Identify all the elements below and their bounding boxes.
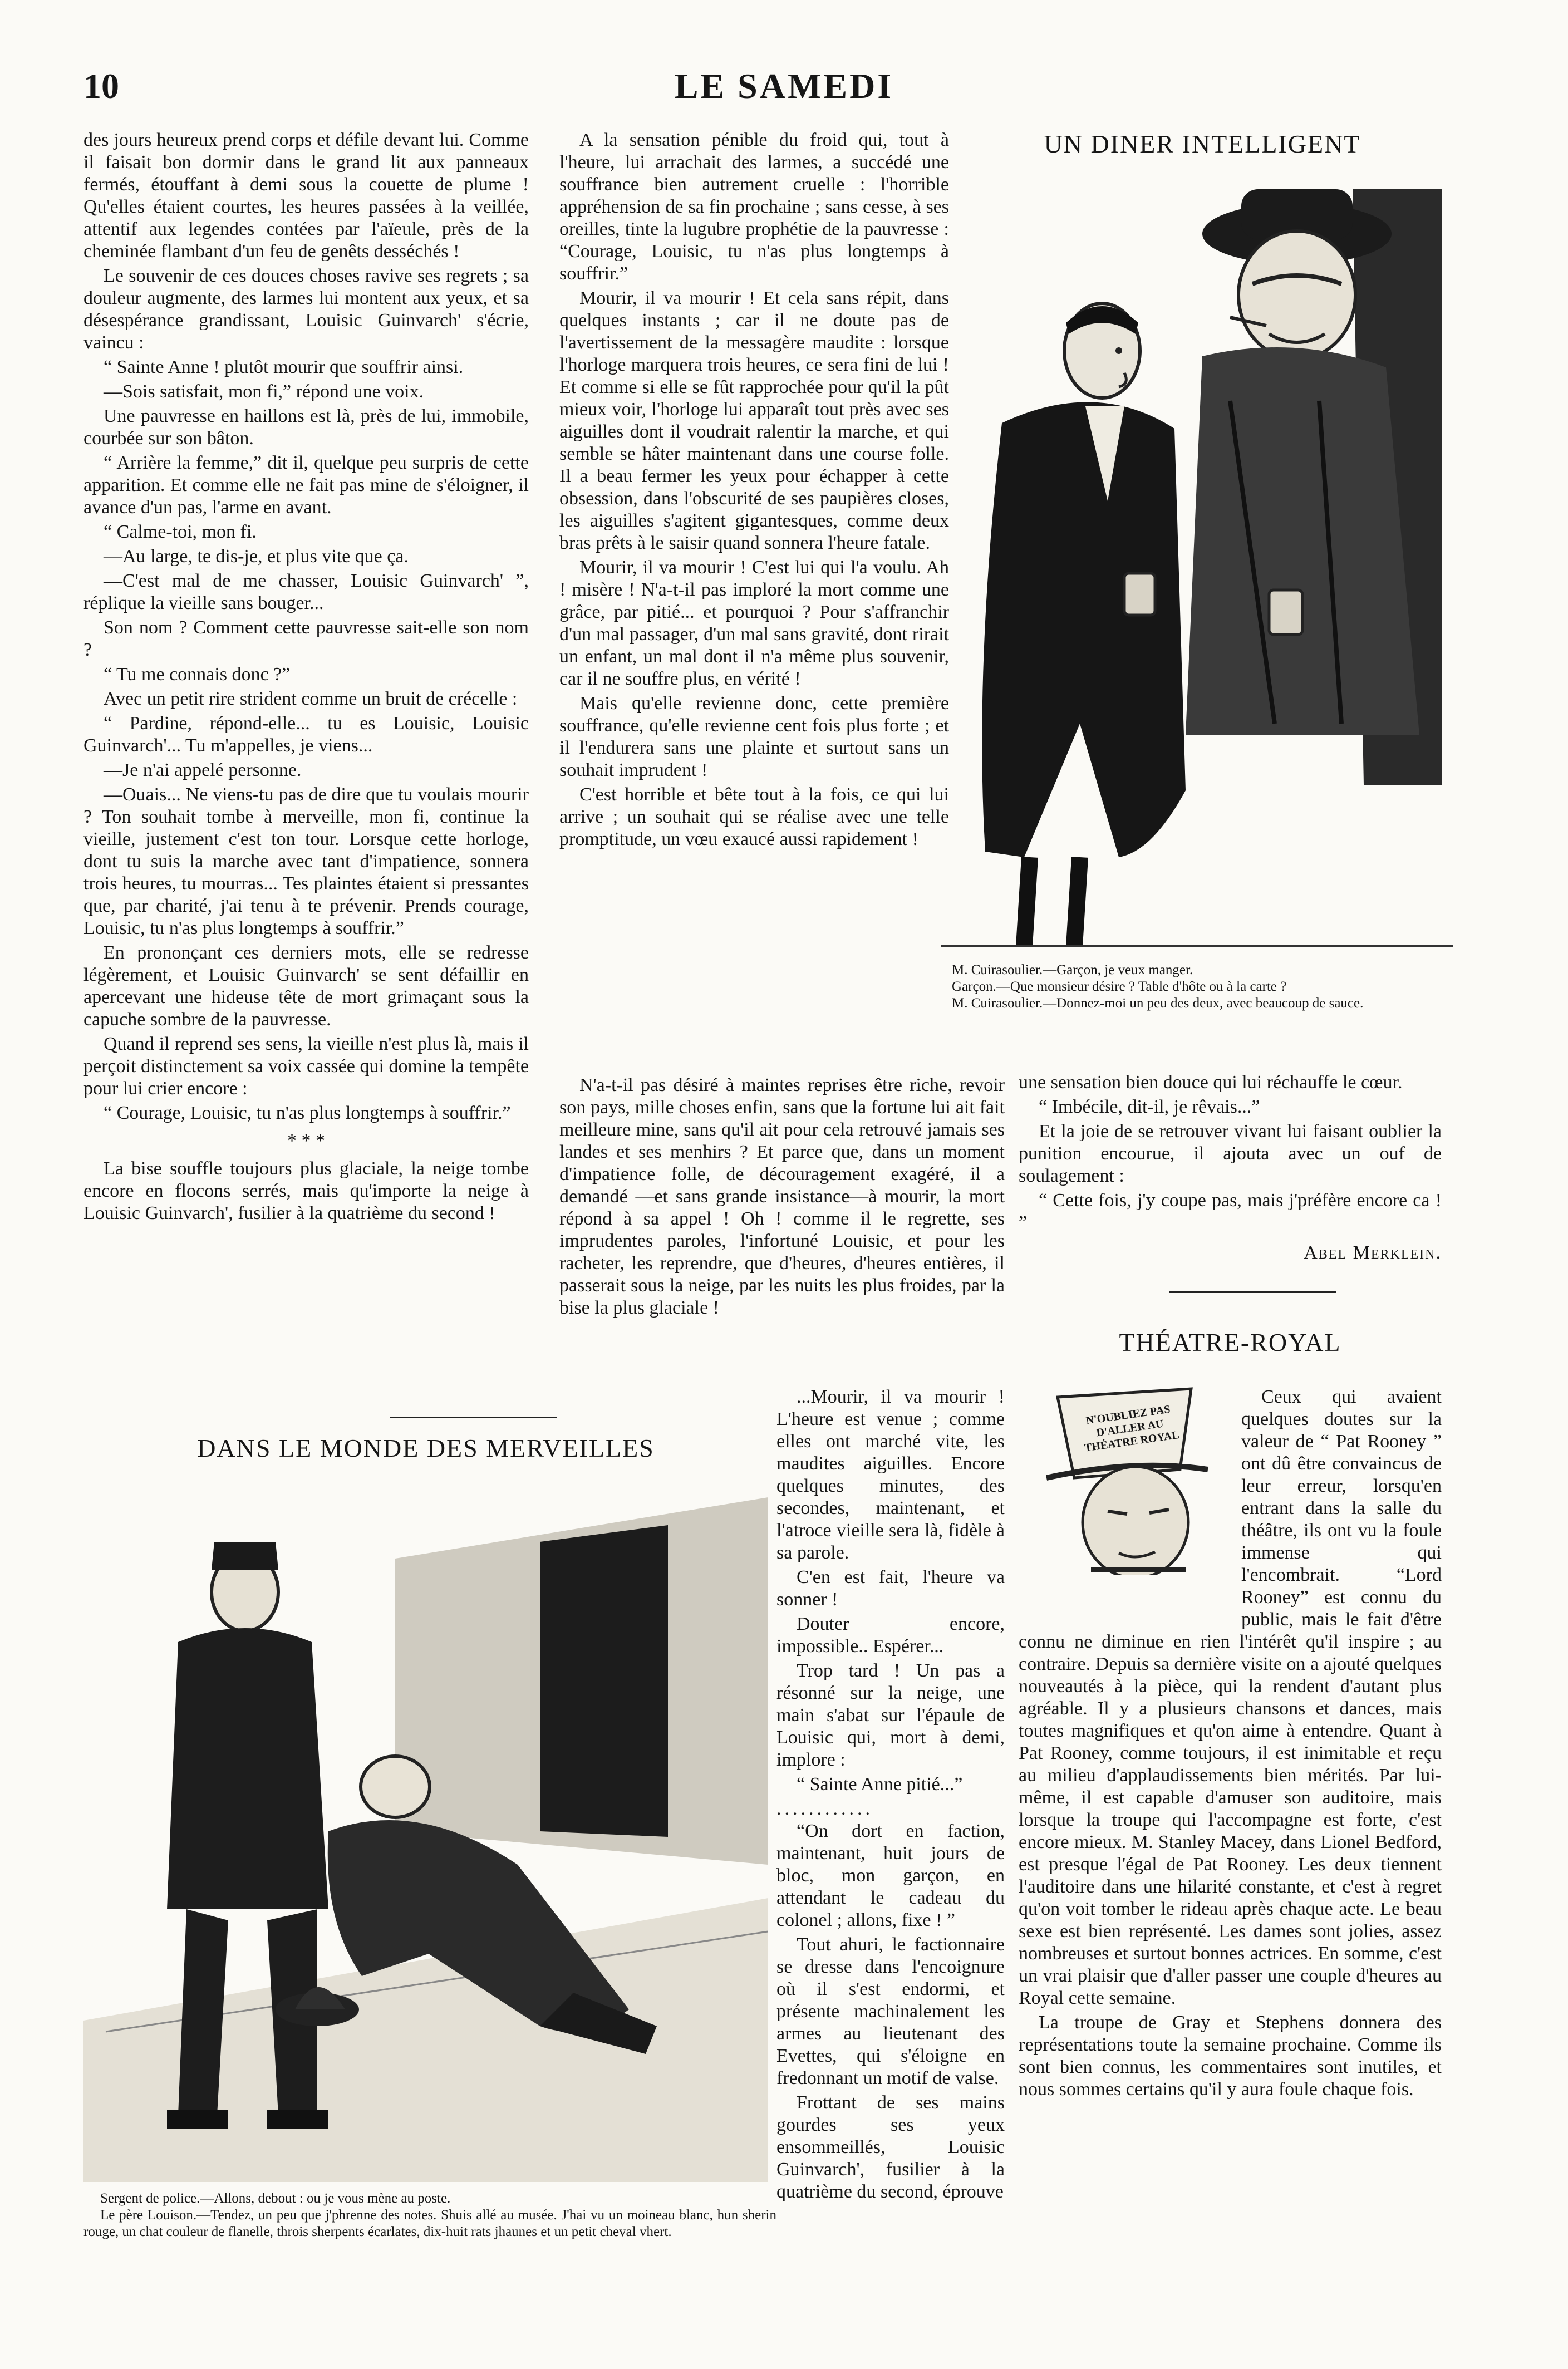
section-divider — [390, 1417, 557, 1418]
story-paragraph: “ Sainte Anne ! plutôt mourir que souffrir ainsi. — [104, 357, 464, 377]
story-paragraph: Son nom ? Comment cette pauvresse sait-elle son nom ? — [83, 617, 529, 660]
story-paragraph: ...Mourir, il va mourir ! L'heure est venue ; comme elles ont marché vite, les maudites aiguilles. Encore quelques minutes, des secondes, maintenant, et l'atroce vieille sera là, fidèle à sa parole. — [776, 1387, 1005, 1563]
diner-illustration-art — [941, 167, 1453, 952]
theatre-paragraph: La troupe de Gray et Stephens donnera des représentations toute la semaine prochaine. Comme ils sont bien connus, les commentaires sont inutiles, et nous sommes certains qu'il y aura foule chaque fois. — [1019, 2012, 1442, 2100]
story-paragraph: C'en est fait, l'heure va sonner ! — [776, 1567, 1005, 1610]
diner-illustration — [941, 167, 1453, 952]
story-paragraph: —Je n'ai appelé personne. — [104, 760, 302, 780]
theatre-column — [1019, 1386, 1442, 2103]
section-break-stars: * * * — [287, 1131, 325, 1151]
caption-line: Le père Louison.—Tendez, un peu que j'phrenne des notes. Shuis allé au musée. J'hai vu un moineau blanc, hun sherin rouge, un chat couleur de flanelle, throis sherpents écarlates, dix-huit rats jhaunes et un petit cheval vhert. — [83, 2208, 776, 2239]
story-paragraph: —Ouais... Ne viens-tu pas de dire que tu voulais mourir ? Ton souhait tombe à merveille, mon fi, continue la vieille, justement c'est ton tour. Lorsque cette horloge, dont tu suis la marche avec tant d'impatience, sonnera trois heures, tu mourras... Tes plaintes étaient si pressantes que, par charité, j'ai tenu à te prévenir. Prends courage, Louisic, tu n'as plus longtemps à souffrir.” — [83, 784, 529, 938]
hat-inscription: N'OUBLIEZ PAS D'ALLER AU THÉATRE ROYAL — [1083, 1403, 1180, 1454]
caption-line: Garçon.—Que monsieur désire ? Table d'hôte ou à la carte ? — [952, 979, 1287, 994]
story-paragraph: Une pauvresse en haillons est là, près de lui, immobile, courbée sur son bâton. — [83, 406, 529, 449]
story-paragraph: —Au large, te dis-je, et plus vite que ça. — [104, 546, 409, 567]
section-divider — [1169, 1291, 1336, 1293]
diner-caption — [935, 962, 1453, 1012]
story-paragraph: “ Tu me connais donc ?” — [104, 664, 291, 685]
story-paragraph: des jours heureux prend corps et défile devant lui. Comme il faisait bon dormir dans le grand lit aux panneaux fermés, étouffant à demi sous la couette de plume ! Qu'elles étaient courtes, les heures passées à la veillée, attentif aux legendes contées par l'aïeule, près de la cheminée flambant d'un feu de genêts desséchés ! — [83, 130, 529, 262]
story-paragraph: “ Pardine, répond-elle... tu es Louisic, Louisic Guinvarch'... Tu m'appelles, je viens... — [83, 713, 529, 756]
story-column-right — [1019, 1072, 1442, 1264]
story-column-left — [83, 129, 529, 1227]
story-block-wide — [559, 1074, 1005, 1321]
story-paragraph: —C'est mal de me chasser, Louisic Guinvarch' ”, réplique la vieille sans bouger... — [83, 571, 529, 613]
caption-line: Sergent de police.—Allons, debout : ou je vous mène au poste. — [100, 2191, 451, 2206]
diner-title: UN DINER INTELLIGENT — [1044, 130, 1361, 158]
portrait-float-space — [1019, 1386, 1241, 1620]
merveilles-title: DANS LE MONDE DES MERVEILLES — [197, 1434, 655, 1462]
story-paragraph: La bise souffle toujours plus glaciale, la neige tombe encore en flocons serrés, mais qu'importe la neige à Louisic Guinvarch', fusilier à la quatrième du second ! — [83, 1158, 529, 1223]
story-paragraph: une sensation bien douce qui lui réchauffe le cœur. — [1019, 1072, 1403, 1093]
ellipsis-dots: ............ — [776, 1798, 873, 1819]
story-paragraph: Trop tard ! Un pas a résonné sur la neige, une main s'abat sur l'épaule de Louisic qui, mort à demi, implore : — [776, 1660, 1005, 1770]
story-column-narrow — [776, 1386, 1005, 2205]
story-paragraph: “ Arrière la femme,” dit il, quelque peu surpris de cette apparition. Et comme elle ne fait pas mine de s'éloigner, il avance d'un pas, l'arme en avant. — [83, 453, 529, 518]
theatre-paragraph: Ceux qui avaient quelques doutes sur la valeur de “ Pat Rooney ” ont dû être convaincus de leur erreur, lorsqu'en entrant dans la salle du théâtre, ils ont vu la foule immense qui l'encombrait. “Lord Rooney” est connu du public, mais le fait d'être connu ne diminue en rien l'intérêt qu'il inspire ; au contraire. Depuis sa dernière visite on a ajouté quelques nouveautés à la pièce, qui la rendent d'autant plus agréable. Il y a plusieurs chansons et dances, mais toutes magnifiques et qu'on aime à entendre. Quant à Pat Rooney, comme toujours, il est inimitable et reçu au milieu d'applaudissements bien mérités. Par lui-même, il est capable d'amuser son auditoire, mais lorsque la troupe qui l'accompagne est forte, c'est encore mieux. M. Stanley Macey, dans Lionel Bedford, est presque l'égal de Pat Rooney. Les deux tiennent l'auditoire dans une hilarité constante, et c'est à regret qu'on voit tomber le rideau après chaque acte. Le beau sexe est bien représenté. Les dames sont jolies, assez nombreuses et surtout bonnes actrices. En somme, c'est un vrai plaisir que d'aller passer une couple d'heures au Royal cette semaine. — [1019, 1387, 1442, 2008]
caption-line: M. Cuirasoulier.—Donnez-moi un peu des deux, avec beaucoup de sauce. — [952, 996, 1364, 1011]
story-paragraph: En prononçant ces derniers mots, elle se redresse légèrement, et Louisic Guinvarch' se sent défaillir en apercevant une hideuse tête de mort grimaçant sous la capuche sombre de la pauvresse. — [83, 942, 529, 1030]
story-paragraph: —Sois satisfait, mon fi,” répond une voix. — [104, 381, 424, 402]
story-paragraph: “ Sainte Anne pitié...” — [797, 1774, 963, 1795]
story-paragraph: “ Calme-toi, mon fi. — [104, 522, 257, 542]
story-paragraph: A la sensation pénible du froid qui, tout à l'heure, lui arrachait des larmes, a succédé une souffrance bien autrement cruelle : l'horrible appréhension de sa fin prochaine ; sans cesse, à ses oreilles, tinte la lugubre prophétie de la pauvresse : “Courage, Louisic, tu n'as plus longtemps à souffrir.” — [559, 130, 949, 284]
merveilles-illustration — [83, 1475, 768, 2182]
story-paragraph: Douter encore, impossible.. Espérer... — [776, 1614, 1005, 1657]
story-paragraph: Mourir, il va mourir ! C'est lui qui l'a voulu. Ah ! misère ! N'a-t-il pas imploré la mort comme une grâce, par pitié... et pourquoi ? Pour s'affranchir d'un mal passager, d'un mal sans gravité, dont rirait un enfant, un mal dont il n'a même plus souvenir, car il ne souffre plus, en vérité ! — [559, 557, 949, 689]
merveilles-caption — [83, 2190, 776, 2240]
story-paragraph: “On dort en faction, maintenant, huit jours de bloc, mon garçon, en attendant le cadeau du colonel ; allons, fixe ! ” — [776, 1821, 1005, 1930]
story-paragraph: Et la joie de se retrouver vivant lui faisant oublier la punition encourue, il ajouta avec un ouf de soulagement : — [1019, 1121, 1442, 1186]
author-signature: Abel Merklein. — [1304, 1242, 1442, 1263]
story-paragraph: Mais qu'elle revienne donc, cette première souffrance, qu'elle revienne cent fois plus forte ; et il l'endurera sans une plainte et surtout sans un souhait imprudent ! — [559, 693, 949, 780]
story-paragraph: “ Imbécile, dit-il, je rêvais...” — [1039, 1097, 1260, 1117]
story-paragraph: “ Courage, Louisic, tu n'as plus longtemps à souffrir.” — [104, 1103, 511, 1123]
story-paragraph: Tout ahuri, le factionnaire se dresse dans l'encoignure où il s'est endormi, et présente machinalement les armes au lieutenant des Evettes, qui s'éloigne en fredonnant un motif de valse. — [776, 1934, 1005, 2088]
theatre-title: THÉATRE-ROYAL — [1119, 1328, 1341, 1356]
story-paragraph: Le souvenir de ces douces choses ravive ses regrets ; sa douleur augmente, des larmes lui montent aux yeux, et sa désespérance grandissant, Louisic Guinvarch' s'écrie, vaincu : — [83, 266, 529, 353]
story-paragraph: C'est horrible et bête tout à la fois, ce qui lui arrive ; un souhait qui se réalise avec une telle promptitude, un vœu exaucé aussi rapidement ! — [559, 784, 949, 849]
story-column-middle — [559, 129, 949, 853]
story-paragraph: “ Cette fois, j'y coupe pas, mais j'préfère encore ca ! ” — [1019, 1190, 1442, 1233]
caption-line: M. Cuirasoulier.—Garçon, je veux manger. — [952, 962, 1193, 977]
magazine-title: LE SAMEDI — [674, 66, 894, 106]
story-paragraph: Frottant de ses mains gourdes ses yeux ensommeillés, Louisic Guinvarch', fusilier à la quatrième du second, éprouve — [776, 2092, 1005, 2202]
story-paragraph: N'a-t-il pas désiré à maintes reprises être riche, revoir son pays, mille choses enfin, sans que la fortune lui ait fait meilleure mine, sans qu'il ait pour cela retrouvé jamais ses landes et ses menhirs ? Et parce que, dans un moment d'impatience folle, de découragement exagéré, il a demandé —et sans grande insistance—à mourir, la mort répond à sa appel ! Oh ! comme il le regrette, ses imprudentes paroles, l'infortuné Louisic, et pour les racheter, les reprendre, que d'heures, d'heures entières, il passerait sous la neige, par les nuits les plus froides, par la bise la plus glaciale ! — [559, 1075, 1005, 1318]
page-number: 10 — [83, 66, 119, 106]
merveilles-illustration-art — [83, 1475, 768, 2182]
story-paragraph: Quand il reprend ses sens, la vieille n'est plus là, mais il perçoit distinctement sa voix cassée qui domine la tempête pour lui crier encore : — [83, 1034, 529, 1099]
story-paragraph: Avec un petit rire strident comme un bruit de crécelle : — [104, 689, 518, 709]
story-paragraph: Mourir, il va mourir ! Et cela sans répit, dans quelques instants ; car il ne doute pas de l'avertissement de la messagère maudite : lorsque l'horloge marquera trois heures, ce sera fini de lui ! Et comme si elle se fût rapprochée pour qu'il la pût mieux voir, l'horloge lui apparaît tout près avec ses aiguilles dont il voudrait ralentir la marche, et qui semble se hâter maintenant dans une course folle. Il a beau fermer les yeux pour échapper à cette obsession, dans l'obscurité de ses paupières closes, les aiguilles s'agitent gigantesques, comme deux bras prêts à le saisir quand sonnera l'heure fatale. — [559, 288, 949, 553]
